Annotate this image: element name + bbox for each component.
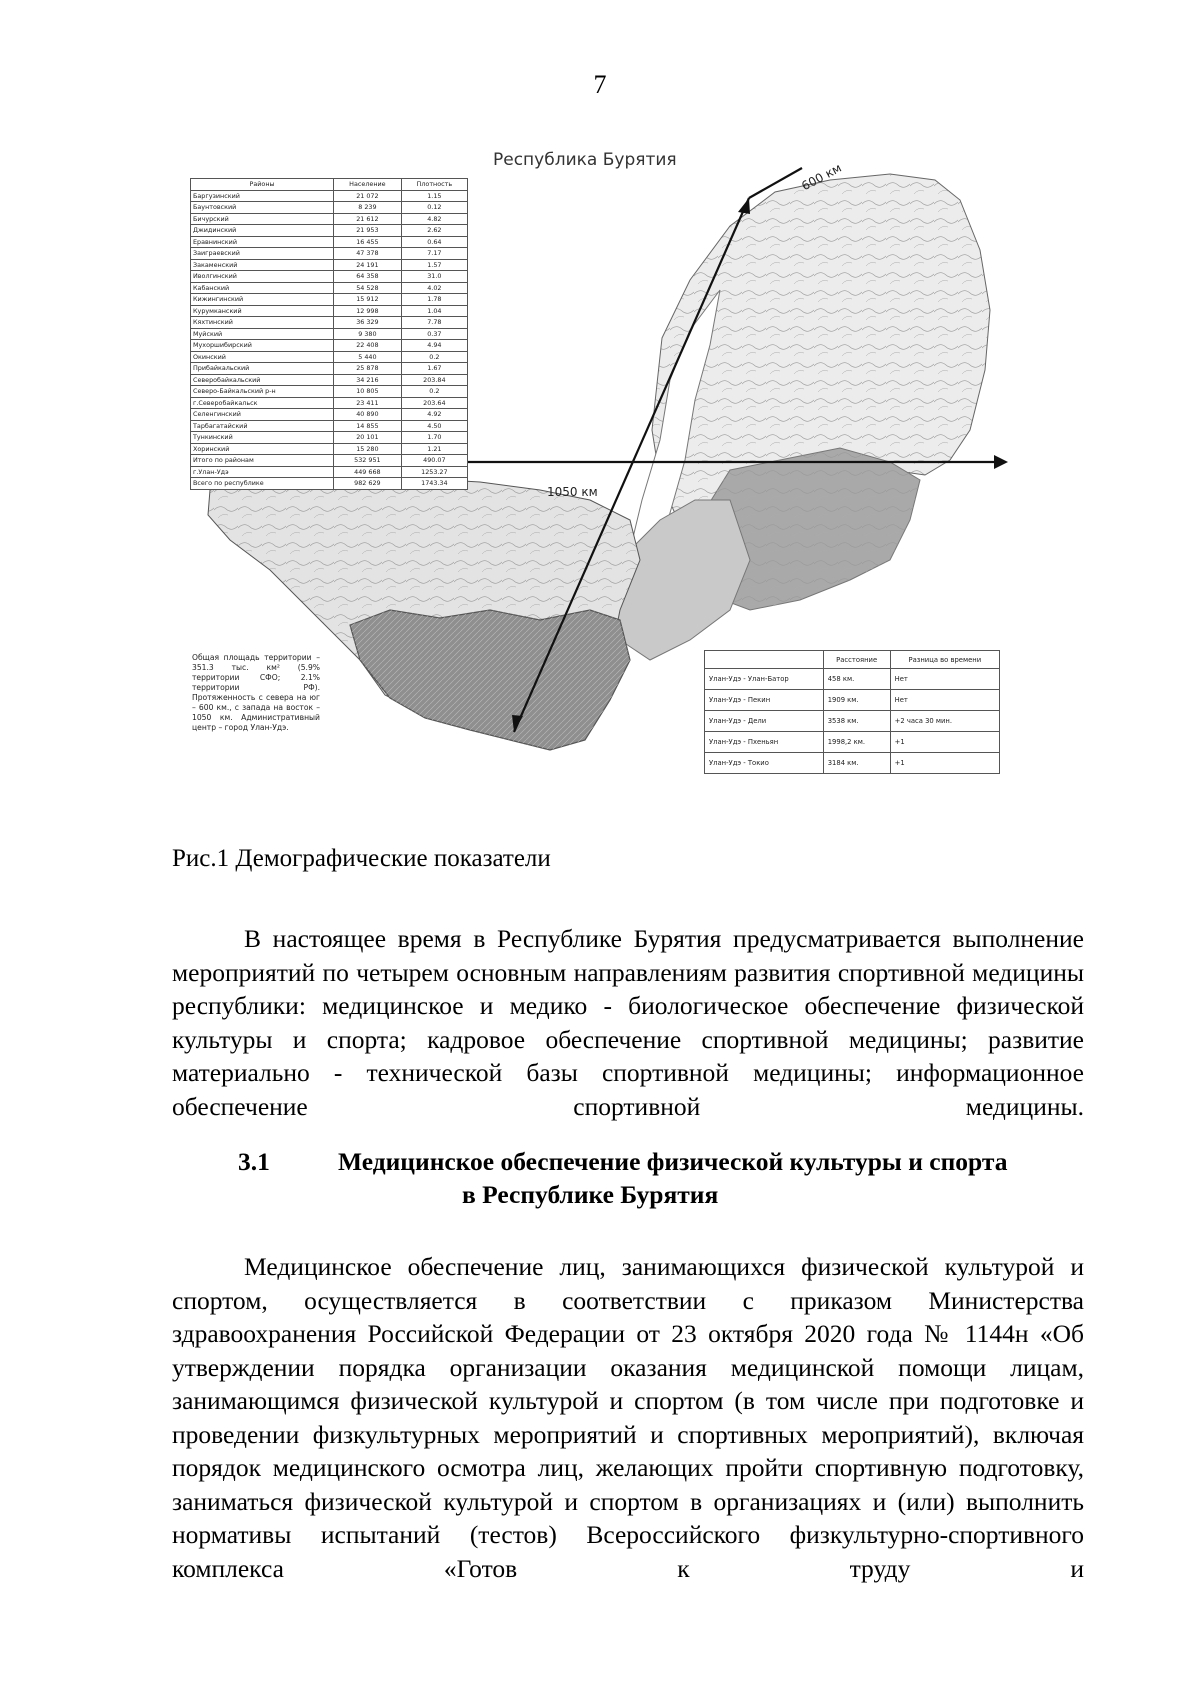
table-cell: 4.82 xyxy=(401,213,467,225)
district-row xyxy=(191,420,468,432)
districts-table-body xyxy=(191,190,468,489)
table-cell: +1 xyxy=(890,732,999,753)
table-cell: 22 408 xyxy=(334,340,402,352)
district-row xyxy=(191,202,468,214)
table-cell: 1.15 xyxy=(401,190,467,202)
district-row xyxy=(191,271,468,283)
paragraph-medical xyxy=(172,1250,1084,1585)
district-row xyxy=(191,340,468,352)
table-cell: Нет xyxy=(890,690,999,711)
table-cell: Муйский xyxy=(191,328,334,340)
table-cell: 25 878 xyxy=(334,363,402,375)
table-cell: Нет xyxy=(890,669,999,690)
distance-row xyxy=(705,711,1000,732)
table-cell: 1.21 xyxy=(401,443,467,455)
distance-table xyxy=(704,650,1000,774)
table-cell: 5 440 xyxy=(334,351,402,363)
table-cell: 9 380 xyxy=(334,328,402,340)
table-cell: 64 358 xyxy=(334,271,402,283)
table-cell: Иволгинский xyxy=(191,271,334,283)
table-cell: 203.84 xyxy=(401,374,467,386)
table-cell: 23 411 xyxy=(334,397,402,409)
table-cell: 0.2 xyxy=(401,351,467,363)
district-row xyxy=(191,432,468,444)
table-cell: Тарбагатайский xyxy=(191,420,334,432)
distance-row xyxy=(705,669,1000,690)
table-cell: Прибайкальский xyxy=(191,363,334,375)
table-cell: 16 455 xyxy=(334,236,402,248)
table-cell: 15 912 xyxy=(334,294,402,306)
table-cell: 982 629 xyxy=(334,478,402,490)
table-cell: 15 280 xyxy=(334,443,402,455)
table-cell: 3184 км. xyxy=(823,753,890,774)
table-cell: Окинский xyxy=(191,351,334,363)
district-row xyxy=(191,259,468,271)
district-row xyxy=(191,294,468,306)
district-row xyxy=(191,225,468,237)
map-region-central xyxy=(615,500,750,660)
district-row xyxy=(191,190,468,202)
table-cell: 4.50 xyxy=(401,420,467,432)
table-cell: 0.2 xyxy=(401,386,467,398)
table-cell: Бичурский xyxy=(191,213,334,225)
table-cell: 14 855 xyxy=(334,420,402,432)
table-cell: 47 378 xyxy=(334,248,402,260)
table-cell: 10 805 xyxy=(334,386,402,398)
table-cell: 0.12 xyxy=(401,202,467,214)
district-row xyxy=(191,317,468,329)
distance-table-header xyxy=(705,651,1000,669)
paragraph-text: Медицинское обеспечение лиц, занимающихся физической культурой и спортом, осуществляется в соответствии с приказом Министерства здравоохранения Российской Федерации от 23 октября 2020 года № 1144н «Об утверждении порядка организации оказания медицинской помощи лицам, занимающимся физической культурой и спортом (в том числе при подготовке и проведении физкультурных мероприятий и спортивных мероприятий), включая порядок медицинского осмотра лиц, желающих пройти спортивную подготовку, заниматься физической культурой и спортом в организациях и (или) выполнить нормативы испытаний (тестов) Всероссийского физкультурно-спортивного комплекса «Готов к труду и xyxy=(172,1252,1084,1583)
section-title-line1: Медицинское обеспечение физической культуры и спорта xyxy=(338,1147,1008,1176)
table-cell: 0.37 xyxy=(401,328,467,340)
table-cell: Северобайкальский xyxy=(191,374,334,386)
district-row xyxy=(191,351,468,363)
distance-row xyxy=(705,753,1000,774)
district-row xyxy=(191,363,468,375)
table-cell: 21 953 xyxy=(334,225,402,237)
table-cell: Курумканский xyxy=(191,305,334,317)
table-cell: Баунтовский xyxy=(191,202,334,214)
header-cell: Плотность xyxy=(401,179,467,191)
page-number: 7 xyxy=(593,70,607,99)
table-cell: Улан-Удэ - Улан-Батор xyxy=(705,669,824,690)
table-cell: 7.78 xyxy=(401,317,467,329)
table-cell: 1909 км. xyxy=(823,690,890,711)
header-cell: Население xyxy=(334,179,402,191)
map-figure xyxy=(190,140,1100,850)
table-cell: 1998,2 км. xyxy=(823,732,890,753)
map-title: Республика Бурятия xyxy=(493,150,677,170)
table-cell: Улан-Удэ - Дели xyxy=(705,711,824,732)
paragraph-text: В настоящее время в Республике Бурятия предусматривается выполнение мероприятий по четырем основным направлениям развития спортивной медицины республики: медицинское и медико - биологическое обеспечение физической культуры и спорта; кадровое обеспечение спортивной медицины; развитие материально - технической базы спортивной медицины; информационное обеспечение спортивной медицины. xyxy=(172,924,1084,1121)
table-cell: 1.70 xyxy=(401,432,467,444)
table-cell: Улан-Удэ - Токио xyxy=(705,753,824,774)
table-cell: 1.57 xyxy=(401,259,467,271)
district-row xyxy=(191,282,468,294)
table-cell: Итого по районам xyxy=(191,455,334,467)
district-row xyxy=(191,213,468,225)
table-cell: 4.94 xyxy=(401,340,467,352)
table-cell: Мухоршибирский xyxy=(191,340,334,352)
table-cell: Селенгинский xyxy=(191,409,334,421)
table-cell: 203.64 xyxy=(401,397,467,409)
district-row xyxy=(191,397,468,409)
table-cell: 1.78 xyxy=(401,294,467,306)
table-cell: Кяхтинский xyxy=(191,317,334,329)
table-cell: 24 191 xyxy=(334,259,402,271)
header-cell: Разница во времени xyxy=(890,651,999,669)
section-title-line2: в Республике Бурятия xyxy=(462,1180,719,1209)
table-cell: 21 612 xyxy=(334,213,402,225)
table-cell: 8 239 xyxy=(334,202,402,214)
table-cell: 12 998 xyxy=(334,305,402,317)
district-row xyxy=(191,478,468,490)
section-number: 3.1 xyxy=(238,1147,270,1176)
districts-table-header xyxy=(191,179,468,191)
table-cell: 532 951 xyxy=(334,455,402,467)
distance-label-west-east: 1050 км xyxy=(547,485,598,499)
table-cell: г.Улан-Удэ xyxy=(191,466,334,478)
table-cell: Закаменский xyxy=(191,259,334,271)
table-cell: Тункинский xyxy=(191,432,334,444)
table-cell: 54 528 xyxy=(334,282,402,294)
table-cell: Улан-Удэ - Пекин xyxy=(705,690,824,711)
table-cell: 3538 км. xyxy=(823,711,890,732)
table-cell: 1253.27 xyxy=(401,466,467,478)
distance-row xyxy=(705,690,1000,711)
table-cell: 0.64 xyxy=(401,236,467,248)
table-cell: 490.07 xyxy=(401,455,467,467)
table-cell: +2 часа 30 мин. xyxy=(890,711,999,732)
table-cell: 20 101 xyxy=(334,432,402,444)
district-row xyxy=(191,409,468,421)
table-cell: Улан-Удэ - Пхеньян xyxy=(705,732,824,753)
table-cell: Баргузинский xyxy=(191,190,334,202)
distance-row xyxy=(705,732,1000,753)
table-cell: 21 072 xyxy=(334,190,402,202)
district-row xyxy=(191,455,468,467)
district-row xyxy=(191,236,468,248)
table-cell: 36 329 xyxy=(334,317,402,329)
table-cell: 40 890 xyxy=(334,409,402,421)
table-cell: 1.67 xyxy=(401,363,467,375)
table-cell: +1 xyxy=(890,753,999,774)
table-cell: Северо-Байкальский р-н xyxy=(191,386,334,398)
table-cell: 31.0 xyxy=(401,271,467,283)
table-cell: Кабанский xyxy=(191,282,334,294)
header-cell: Районы xyxy=(191,179,334,191)
district-row xyxy=(191,305,468,317)
district-row xyxy=(191,443,468,455)
table-cell: Хоринский xyxy=(191,443,334,455)
table-cell: 449 668 xyxy=(334,466,402,478)
table-cell: Заиграевский xyxy=(191,248,334,260)
distance-label-north-south: 600 км xyxy=(799,160,844,194)
header-cell xyxy=(705,651,824,669)
district-row xyxy=(191,374,468,386)
table-cell: Всего по республике xyxy=(191,478,334,490)
table-cell: Джидинский xyxy=(191,225,334,237)
distance-table-body xyxy=(705,669,1000,774)
table-cell: 4.02 xyxy=(401,282,467,294)
table-cell: 2.62 xyxy=(401,225,467,237)
table-cell: 1.04 xyxy=(401,305,467,317)
districts-table xyxy=(190,178,468,490)
table-cell: 7.17 xyxy=(401,248,467,260)
area-note: Общая площадь территории – 351.3 тыс. км² (5.9% территории СФО; 2.1% территории РФ). Протяженность с севера на юг – 600 км., с запада на восток – 1050 км. Административный центр – город Улан-Удэ. xyxy=(192,653,320,732)
district-row xyxy=(191,466,468,478)
district-row xyxy=(191,248,468,260)
table-cell: г.Северобайкальск xyxy=(191,397,334,409)
table-cell: 34 216 xyxy=(334,374,402,386)
paragraph-intro xyxy=(172,922,1084,1123)
table-cell: Еравнинский xyxy=(191,236,334,248)
district-row xyxy=(191,328,468,340)
table-cell: 4.92 xyxy=(401,409,467,421)
table-cell: 1743.34 xyxy=(401,478,467,490)
table-cell: Кижингинский xyxy=(191,294,334,306)
figure-caption: Рис.1 Демографические показатели xyxy=(172,845,551,872)
table-cell: 458 км. xyxy=(823,669,890,690)
district-row xyxy=(191,386,468,398)
header-cell: Расстояние xyxy=(823,651,890,669)
